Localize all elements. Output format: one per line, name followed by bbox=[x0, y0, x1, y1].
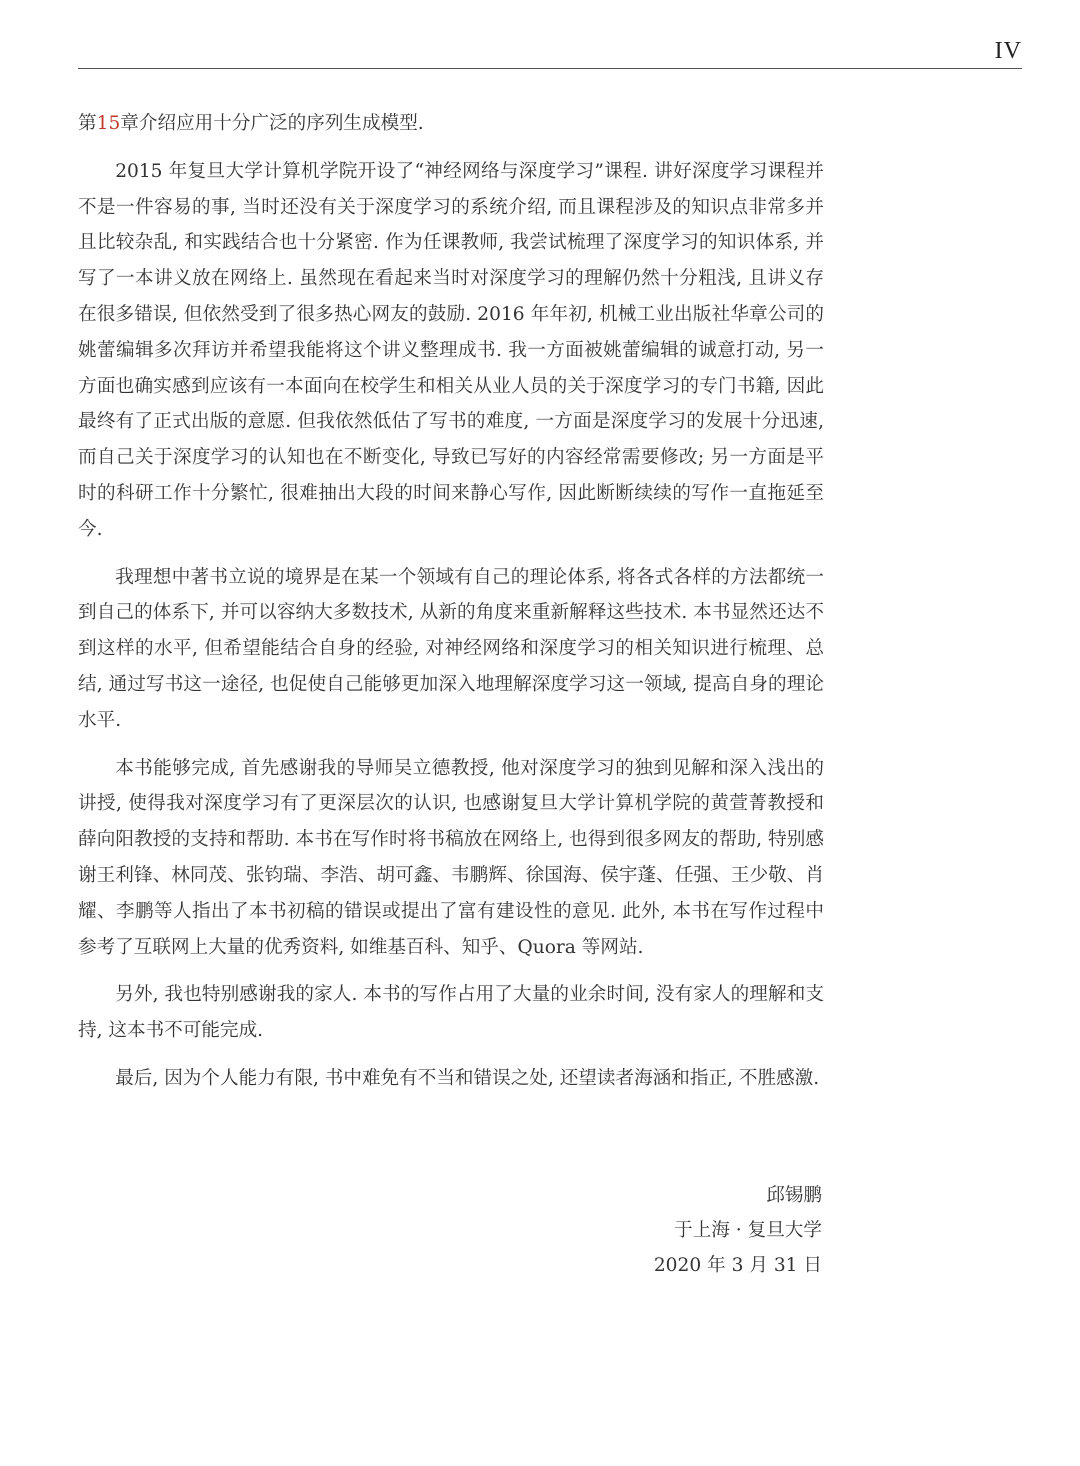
header-rule bbox=[78, 68, 1022, 69]
chapter-link[interactable]: 15 bbox=[96, 113, 121, 134]
page-number: IV bbox=[994, 38, 1022, 64]
signature-place: 于上海 · 复旦大学 bbox=[674, 1220, 822, 1241]
signature-block bbox=[560, 1178, 822, 1283]
paragraph-6: 最后, 因为个人能力有限, 书中难免有不当和错误之处, 还望读者海涵和指正, 不胜感激. bbox=[115, 1067, 820, 1089]
signature-date: 2020 年 3 月 31 日 bbox=[653, 1255, 822, 1276]
paragraph-2: 2015 年复旦大学计算机学院开设了“神经网络与深度学习”课程. 讲好深度学习课程并不是一件容易的事, 当时还没有关于深度学习的系统介绍, 而且课程涉及的知识点非常多并且比较杂乱, 和实践结合也十分紧密. 作为任课教师, 我尝试梳理了深度学习的知识体系, 并写了一本讲义放在网络上. 虽然现在看起来当时对深度学习的理解仍然十分粗浅, 且讲义存在很多错误, 但依然受到了很多热心网友的鼓励. 2016 年年初, 机械工业出版社华章公司的姚蕾编辑多次拜访并希望我能将这个讲义整理成书. 我一方面被姚蕾编辑的诚意打动, 另一方面也确实感到应该有一本面向在校学生和相关从业人员的关于深度学习的专门书籍, 因此最终有了正式出版的意愿. 但我依然低估了写书的难度, 一方面是深度学习的发展十分迅速, 而自己关于深度学习的认知也在不断变化, 导致已写好的内容经常需要修改; 另一方面是平时的科研工作十分繁忙, 很难抽出大段的时间来静心写作, 因此断断续续的写作一直拖延至今. bbox=[78, 160, 824, 540]
signature-author: 邱锡鹏 bbox=[766, 1185, 822, 1206]
paragraph-4: 本书能够完成, 首先感谢我的导师吴立德教授, 他对深度学习的独到见解和深入浅出的讲授, 使得我对深度学习有了更深层次的认识, 也感谢复旦大学计算机学院的黄萱菁教授和薛向阳教授的支持和帮助. 本书在写作时将书稿放在网络上, 也得到很多网友的帮助, 特别感谢王利锋、林同茂、张钧瑞、李浩、胡可鑫、韦鹏辉、徐国海、侯宇蓬、任强、王少敬、肖耀、李鹏等人指出了本书初稿的错误或提出了富有建设性的意见. 此外, 本书在写作过程中参考了互联网上大量的优秀资料, 如维基百科、知乎、Quora 等网站. bbox=[78, 757, 824, 958]
paragraph-1-suffix: 章介绍应用十分广泛的序列生成模型. bbox=[120, 113, 424, 134]
paragraph-3: 我理想中著书立说的境界是在某一个领域有自己的理论体系, 将各式各样的方法都统一到自己的体系下, 并可以容纳大多数技术, 从新的角度来重新解释这些技术. 本书显然还达不到这样的水平, 但希望能结合自身的经验, 对神经网络和深度学习的相关知识进行梳理、总结, 通过写书这一途径, 也促使自己能够更加深入地理解深度学习这一领域, 提高自身的理论水平. bbox=[78, 566, 824, 731]
paragraph-5: 另外, 我也特别感谢我的家人. 本书的写作占用了大量的业余时间, 没有家人的理解和支持, 这本书不可能完成. bbox=[78, 984, 824, 1042]
paragraph-1 bbox=[78, 106, 824, 154]
paragraph-1-prefix: 第 bbox=[78, 113, 97, 134]
preface-body bbox=[78, 106, 824, 1109]
